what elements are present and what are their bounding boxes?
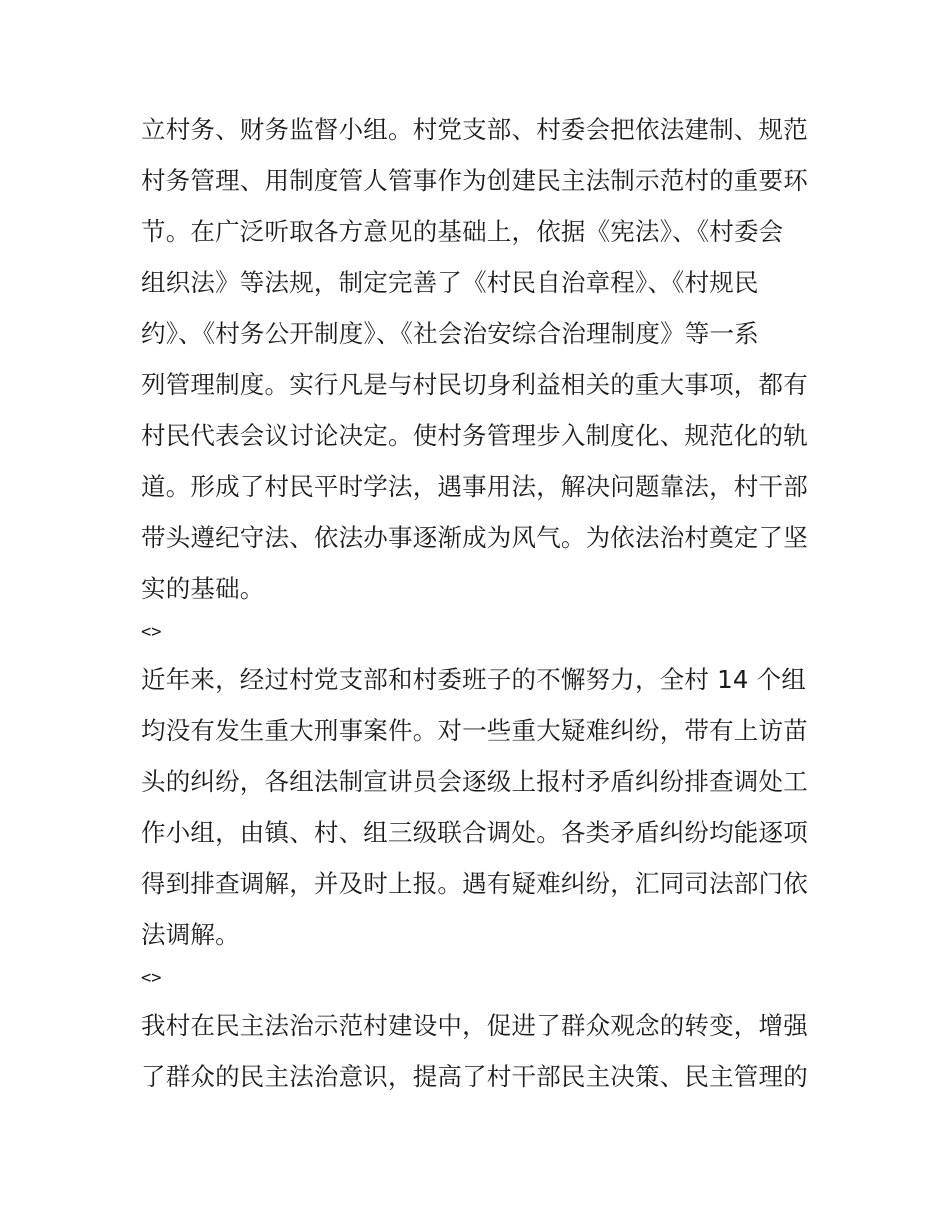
- text-line: 作小组，由镇、村、组三级联合调处。各类矛盾纠纷均能逐项: [141, 818, 808, 847]
- text-line: 约》、《村务公开制度》、《社会治安综合治理制度》等一系: [141, 319, 759, 348]
- text-line: 实的基础。: [141, 574, 265, 603]
- text-line: 村民代表会议讨论决定。使村务管理步入制度化、规范化的轨: [141, 421, 808, 450]
- text-line: 了群众的民主法治意识，提高了村干部民主决策、民主管理的: [141, 1062, 808, 1091]
- text-line: 我村在民主法治示范村建设中，促进了群众观念的转变，增强: [141, 1011, 808, 1040]
- text-line: 立村务、财务监督小组。村党支部、村委会把依法建制、规范: [141, 115, 808, 144]
- text-line: 组织法》等法规，制定完善了《村民自治章程》、《村规民: [141, 268, 759, 297]
- text-line: 节。在广泛听取各方意见的基础上，依据《宪法》、《村委会: [141, 217, 784, 246]
- paragraph-separator: <>: [141, 622, 162, 642]
- text-line: 村务管理、用制度管人管事作为创建民主法制示范村的重要环: [141, 166, 808, 195]
- text-line: 法调解。: [141, 920, 240, 949]
- paragraph-separator: <>: [141, 968, 162, 988]
- text-line: 近年来，经过村党支部和村委班子的不懈努力，全村 14 个组: [141, 665, 807, 694]
- text-line: 得到排查调解，并及时上报。遇有疑难纠纷，汇同司法部门依: [141, 869, 808, 898]
- text-line: 带头遵纪守法、依法办事逐渐成为风气。为依法治村奠定了坚: [141, 523, 808, 552]
- text-line: 均没有发生重大刑事案件。对一些重大疑难纠纷，带有上访苗: [141, 716, 808, 745]
- text-line: 列管理制度。实行凡是与村民切身利益相关的重大事项，都有: [141, 370, 808, 399]
- text-line: 头的纠纷，各组法制宣讲员会逐级上报村矛盾纠纷排查调处工: [141, 767, 808, 796]
- text-line: 道。形成了村民平时学法，遇事用法，解决问题靠法，村干部: [141, 472, 808, 501]
